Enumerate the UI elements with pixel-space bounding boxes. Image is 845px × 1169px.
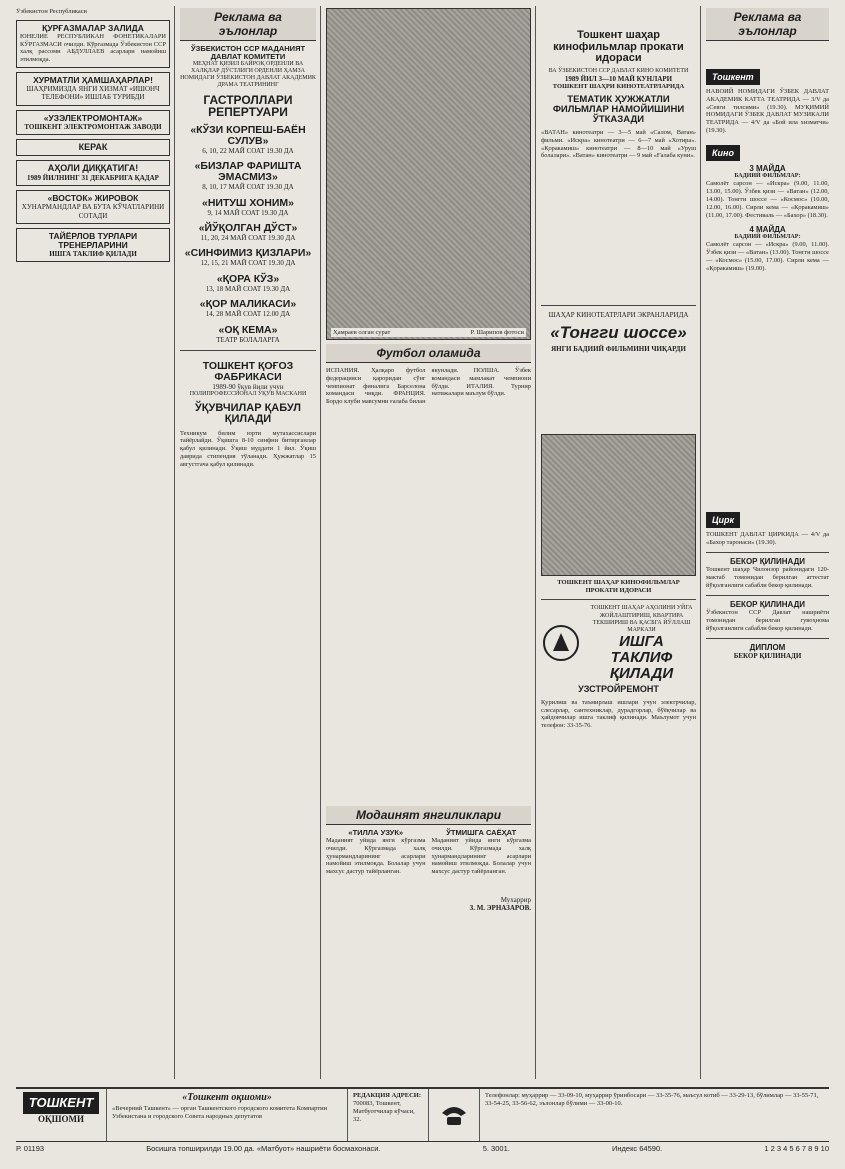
- invite-body: Қурилиш ва таъмирлаш ишлари учун электрчилар, слесарлар, сантехниклар, дурадгорлар, бўёқчилар ва ҳайдовчилар ишга таклиф қилинади. Маълумот учун телефон: 33-35-76.: [541, 698, 696, 730]
- play-item: [180, 274, 316, 293]
- print-code: Р. 01193: [16, 1144, 45, 1153]
- paper-logo-sub: ОҚШОМИ: [38, 1114, 84, 1125]
- factory-subtitle: 1989-90 ўқув йили учун: [212, 383, 284, 391]
- column-rule: [174, 6, 175, 1079]
- cinema-list: «ВАТАН» кинотеатри — 3—5 май «Салом, Ватан» фильми. «Искра» кинотеатри — 6—7 май «Хотира». «Қоракамиш» кинотеатри — 8—10 май «Уруш болалари». «Ватан» кинотеатри — 9 май «Ғалаба куни».: [541, 128, 696, 160]
- play-item: [180, 325, 316, 344]
- play-item: [180, 299, 316, 318]
- print-info: Босишга топширилди 19.00 да. «Матбуот» нашриёти босмахонаси.: [146, 1144, 381, 1153]
- factory-heading: ЎҚУВЧИЛАР ҚАБУЛ ҚИЛАДИ: [194, 401, 302, 426]
- play-item: [180, 125, 316, 155]
- column-rule: [535, 6, 536, 1079]
- cinema-dates: 1989 ЙИЛ 3—10 МАЙ КУНЛАРИ: [564, 74, 673, 83]
- announcement-heading: ХУРМАТЛИ ҲАМШАҲАРЛАР!: [33, 74, 153, 85]
- play-item: [180, 198, 316, 217]
- section-rubric: Реклама ва эълонлар: [180, 8, 316, 41]
- paper-name: «Тошкент оқшоми»: [182, 1092, 272, 1103]
- print-issue: 5. 3001.: [482, 1144, 510, 1153]
- cinema-logo: Кино: [706, 145, 740, 161]
- column-classifieds-left: [16, 8, 170, 1083]
- org-title: ЎЗБЕКИСТОН ССР МАДАНИЯТ ДАВЛАТ КОМИТЕТИ: [190, 44, 306, 61]
- column-rule: [700, 6, 701, 1079]
- editor-label: Мухаррир: [500, 896, 531, 904]
- paper-logo: ТОШКЕНТ: [23, 1092, 100, 1114]
- film-subtitle: ЯНГИ БАДИИЙ ФИЛЬМИНИ ЧИҚАРДИ: [551, 345, 686, 354]
- announcement-body: ШАҲРИМИЗДА ЯНГИ ХИЗМАТ «ИШОНЧ ТЕЛЕФОНИ» ИШЛАБ ТУРИБДИ: [26, 84, 160, 102]
- play-date: 9, 14 МАЙ СОАТ 19.30 ДА: [207, 208, 289, 217]
- play-title: «НИТУШ ХОНИМ»: [202, 196, 294, 209]
- masthead-footer: [16, 1087, 829, 1142]
- football-photo: [326, 8, 531, 340]
- notice-heading: БЕКОР ҚИЛИНАДИ: [729, 556, 806, 566]
- play-item: [180, 248, 316, 267]
- print-index: Индекс 64590.: [611, 1144, 663, 1153]
- org-subtitle: МЕҲНАТ ҚИЗИЛ БАЙРОҚ ОРДЕНЛИ ВА ХАЛҚЛАР ДЎСТЛИГИ ОРДЕНЛИ ҲАМЗА НОМИДАГИ ЎЗБЕКИСТОН ДАВЛАТ АКАДЕМИК ДРАМА ТЕАТРИНИНГ: [180, 60, 316, 89]
- announcement-body: ТОШКЕНТ ЭЛЕКТРОМОНТАЖ ЗАВОДИ: [24, 122, 162, 131]
- play-title: «ОҚ КЕМА»: [218, 323, 278, 336]
- play-item: [180, 223, 316, 242]
- phone-icon: [439, 1103, 469, 1127]
- column-sports: [326, 8, 531, 1083]
- play-date: 12, 15, 21 МАЙ СОАТ 19.30 ДА: [200, 259, 296, 268]
- announcement-body: 1989 ЙИЛНИНГ 31 ДЕКАБРИГА ҚАДАР: [27, 173, 159, 182]
- column-rule: [320, 6, 321, 1079]
- announcement-heading: АҲОЛИ ДИҚҚАТИГА!: [47, 163, 139, 174]
- column-listings: [706, 8, 829, 1083]
- factory-title: ТОШКЕНТ ҚОҒОЗ ФАБРИКАСИ: [202, 359, 294, 383]
- factory-subtitle-2: ПОЛИПРОФЕССИОНАЛ ЎҚУВ МАСКАНИ: [189, 391, 307, 398]
- day-subheading: БАДИИЙ ФИЛЬМЛАР:: [734, 173, 801, 180]
- company-name: УЗСТРОЙРЕМОНТ: [578, 684, 659, 695]
- news-body: Маданият уйида янги кўргазма очилди. Кўргазмада халқ ҳунармандларининг асарлари намойиш этилмоқда. Болалар учун махсус дастур тайёрланган.: [326, 836, 426, 876]
- announcement-heading: «ВОСТОК» ЖИРОВОК: [47, 193, 139, 204]
- invite-heading: ИШГА ТАКЛИФ ҚИЛАДИ: [609, 633, 674, 682]
- play-list: [180, 125, 316, 344]
- play-date: 6, 10, 22 МАЙ СОАТ 19.30 ДА: [202, 146, 294, 155]
- day-subheading: БАДИИЙ ФИЛЬМЛАР:: [734, 233, 801, 240]
- notice-heading: ДИПЛОМ: [749, 642, 786, 652]
- announcement-body: ЮНЕЛИЕ РЕСПУБЛИКАН ФОНЕТИКАЛАРИ КЎРГАЗМАСИ очилди. Кўргазмада Ўзбекистон ССР халқ рассоми АБДУЛЛАЕВ асарлари намойиш этилмоқда.: [20, 32, 166, 64]
- play-title: «ҚОР МАЛИКАСИ»: [199, 298, 297, 311]
- announcement-body: ХУНАРМАНДЛАР ВА БУТА КЎЧАТЛАРИНИ СОТАДИ: [21, 203, 165, 220]
- theater-listing: НАВОИЙ НОМИДАГИ ЎЗБЕК ДАВЛАТ АКАДЕМИК КАТТА ТЕАТРИДА — 3/V да «Севги тилсими» (19.30). МУҚИМИЙ НОМИДАГИ ЎЗБЕК ДАВЛАТ МУЗИКАЛИ ТЕАТРИДА — 4/V да «Бой ила хизматчи» (19.30).: [706, 88, 829, 135]
- play-title: «СИНФИМИЗ ҚИЗЛАРИ»: [184, 247, 312, 260]
- invite-subtitle: ТОШКЕНТ ШАҲАР АҲОЛИНИ УЙГА ЖОЙЛАШТИРИШ, КВАРТИРА ТЕКШИРИШ ВА ҚАСБГА ЙЎЛЛАШ МАРКАЗИ: [590, 605, 693, 633]
- notice-body: Ўзбекистон ССР Давлат нашриёти томонидан берилган гувоҳнома йўқолганлиги сабабли бекор қилинади.: [706, 609, 829, 632]
- column-theater: [180, 8, 316, 1083]
- photo-caption-right: Р. Шарипов фотоси: [470, 329, 524, 336]
- announcement-heading: ҚУРҒАЗМАЛАР ЗАЛИДА: [42, 22, 144, 33]
- play-date: 14, 28 МАЙ СОАТ 12.00 ДА: [205, 310, 291, 319]
- notice-body: Тошкент шаҳар Чилонзор районидаги 120-мактаб томонидан берилган аттестат йўқолганлиги сабабли бекор қилинади.: [706, 566, 829, 589]
- cinema-title: Тошкент шаҳар кинофильмлар прокати идораси: [553, 29, 684, 65]
- company-logo-icon: [541, 623, 581, 663]
- column-cinema: [541, 8, 696, 1083]
- play-item: [180, 161, 316, 191]
- day-listing: Самолёт сарсон — «Искра» (9.00, 11.00). Ўзбек қизи — «Ватан» (13.00). Тонгги шоссе — «Космос» (15.00, 17.00). Сирли кема — «Қоракамиш» (19.00).: [706, 241, 829, 272]
- news-heading: ЎТМИШГА САЁҲАТ: [446, 828, 517, 838]
- announcement-heading: «УЗЭЛЕКТРОМОНТАЖ»: [43, 112, 143, 123]
- photo-caption: ТОШКЕНТ ШАҲАР КИНОФИЛЬМЛАР ПРОКАТИ ИДОРАСИ: [557, 578, 680, 594]
- editorial-phones: Телефонлар: муҳаррир — 33-09-10, муҳаррир ўринбосари — 33-35-76, маъсул котиб — 33-29-13, бўлимлар — 33-55-71, 33-54-25, 33-56-62, эълонлар бўлими — 33-00-10.: [485, 1092, 819, 1108]
- play-title: «ҚОРА КЎЗ»: [216, 272, 280, 285]
- theater-logo: Тошкент: [706, 69, 760, 85]
- news-heading: «ТИЛЛА УЗУК»: [348, 828, 404, 838]
- play-date: 8, 10, 17 МАЙ СОАТ 19.30 ДА: [202, 183, 294, 192]
- photo-caption-left: Ҳамраев олган сурат: [333, 329, 391, 336]
- factory-body: Техникум билим юрти мутахассислари тайёрлайди. Ўқишга 8-10 синфни битирганлар қабул қилинади. Ўқиш муддати 1 йил. Ўқиш даврида стипендия тўланади. Ҳужжатлар 15 августгача қабул қилинади.: [180, 429, 316, 468]
- cinema-subtitle-2: ТОШКЕНТ ШАҲРИ КИНОТЕАТРЛАРИДА: [552, 83, 685, 91]
- day-heading: 3 МАЙДА: [749, 163, 786, 173]
- play-title: «ЙЎҚОЛГАН ДЎСТ»: [198, 221, 298, 234]
- section-rubric: Модаинят янгиликлари: [326, 806, 531, 825]
- article-filler: [326, 406, 531, 806]
- news-body: Маданият уйида янги кўргазма очилди. Кўргазмада халқ ҳунармандларининг асарлари намойиш этилмоқда. Болалар учун махсус дастур тайёрланган.: [431, 836, 531, 876]
- notice-heading: БЕКОР ҚИЛИНАДИ: [729, 599, 806, 609]
- repertoire-title: ГАСТРОЛЛАРИ РЕПЕРТУАРИ: [203, 92, 293, 120]
- section-rubric: Реклама ва эълонлар: [706, 8, 829, 41]
- editorial-address: 700083, Тошкент, Матбуотчилар кўчаси, 32.: [353, 1100, 415, 1124]
- announcement-body: ИШГА ТАКЛИФ ҚИЛАДИ: [49, 249, 137, 258]
- play-title: «КЎЗИ КОРПЕШ-БАЁН СУЛУВ»: [190, 123, 306, 147]
- paper-description: «Вечерний Ташкент» — орган Ташкентского городского комитета Компартии Узбекистана и городского Совета народных депутатов: [112, 1104, 328, 1120]
- play-date: 13, 18 МАЙ СОАТ 19.30 ДА: [205, 284, 291, 293]
- play-date: 11, 20, 24 МАЙ СОАТ 19.30 ДА: [200, 233, 296, 242]
- film-lead: ШАҲАР КИНОТЕАТРЛАРИ ЭКРАНЛАРИДА: [548, 311, 689, 320]
- play-date: ТЕАТР БОЛАЛАРГА: [216, 335, 280, 344]
- editorial-label: РЕДАКЦИЯ АДРЕСИ:: [353, 1092, 422, 1099]
- circus-listing: ТОШКЕНТ ДАВЛАТ ЦИРКИДА — 4/V да «Бахор таронаси» (19.30).: [706, 531, 829, 547]
- football-article: ИСПАНИЯ. Ҳалқаро футбол федерацияси қароридан сўнг чемпионат финалига Барселона командаси чиқди. ФРАНЦИЯ. Бордо клуби мавсумни ғалаба билан якунлади. ПОЛША. Ўзбек командаси мамлакат чемпиони бўлди. ИТАЛИЯ. Турнир натижалари маълум бўлди.: [326, 367, 531, 406]
- day-listing: Самолёт сарсон — «Искра» (9.00, 11.00, 13.00, 15.00). Ўзбек қизи — «Ватан» (12.00, 14.00). Тонгги шоссе — «Космос» (10.00, 12.00, 16.00). Сирли кема — «Қоракамиш» (11.00, 17.00). Фестиваль — «Бахор» (18.30).: [706, 180, 829, 219]
- section-rubric: Футбол оламида: [326, 344, 531, 363]
- page-numbers: 1 2 3 4 5 6 7 8 9 10: [764, 1144, 829, 1153]
- cinema-subtitle: ВА ЎЗБЕКИСТОН ССР ДАВЛАТ КИНО КОМИТЕТИ: [548, 67, 689, 74]
- editor-name: З. М. ЭРНАЗАРОВ.: [469, 904, 531, 912]
- play-title: «БИЗЛАР ФАРИШТА ЭМАСМИЗ»: [194, 160, 302, 184]
- announcement-heading: КЕРАК: [78, 142, 108, 152]
- day-heading: 4 МАЙДА: [749, 224, 786, 234]
- film-title: «Тонгги шоссе»: [550, 322, 687, 342]
- film-photo: [541, 434, 696, 576]
- print-info-line: [16, 1144, 829, 1153]
- intro-text: Ўзбекистон Республикаси: [16, 8, 87, 15]
- circus-logo: Цирк: [706, 512, 740, 528]
- notice-body: БЕКОР ҚИЛИНАДИ: [733, 652, 802, 661]
- announcement-heading: ТАЙЁРЛОВ ТУРЛАРИ ТРЕНЕРЛАРИНИ: [48, 230, 138, 250]
- cinema-heading: ТЕМАТИК ҲУЖЖАТЛИ ФИЛЬМЛАР НАМОЙИШИНИ ЎТКАЗАДИ: [552, 94, 685, 125]
